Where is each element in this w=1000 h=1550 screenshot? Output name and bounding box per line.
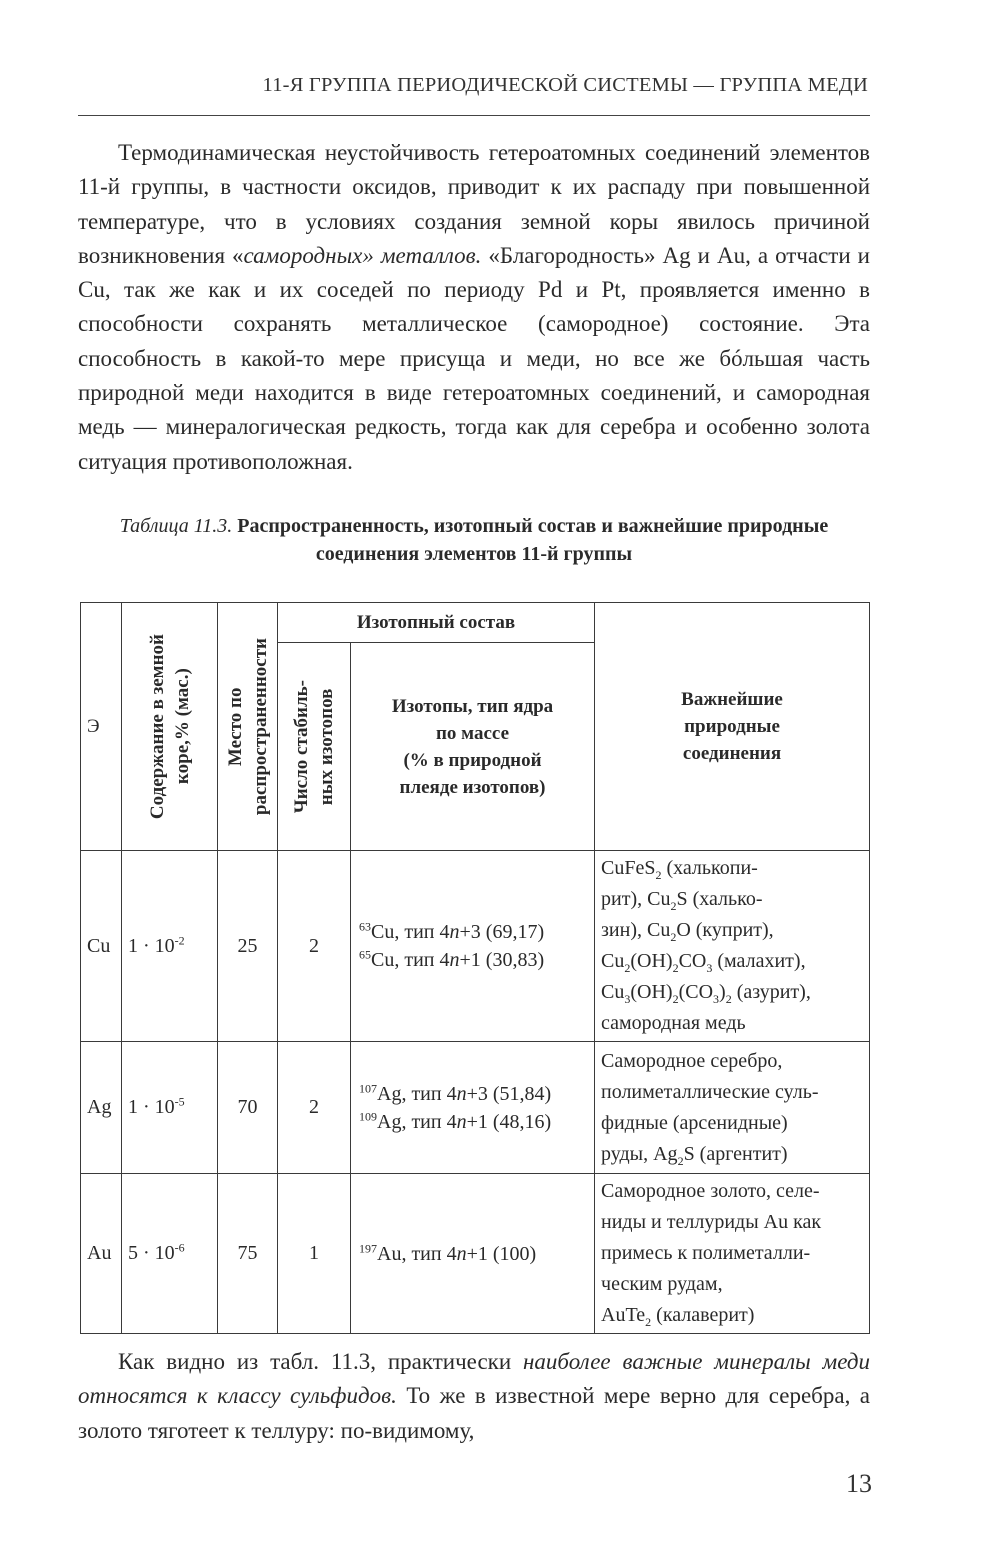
table-row — [81, 851, 870, 1042]
cell-rank: 75 — [218, 1174, 278, 1334]
header-isotopic: Изотопный состав — [278, 603, 595, 643]
header-stable-line1: Число стабиль- — [291, 679, 312, 814]
cell-element: Cu — [81, 851, 122, 1042]
cell-abundance: $1 \cdot 10^{-5}$ — [122, 1042, 218, 1174]
header-abundance — [122, 603, 218, 851]
header-rule — [78, 115, 870, 116]
outro-text-2: То же в известной мере верно для серебра, а золото тяготеет к теллуру: по-видимому, — [78, 1383, 870, 1443]
outro-text-1: Как видно из табл. 11.3, практически — [118, 1349, 524, 1374]
cell-stable: 2 — [278, 851, 351, 1042]
header-compounds-line3: соединения — [682, 743, 782, 764]
page-number: 13 — [846, 1469, 872, 1498]
cell-rank: 25 — [218, 851, 278, 1042]
cell-element: Ag — [81, 1042, 122, 1174]
cell-abundance: $1 \cdot 10^{-2}$ — [122, 851, 218, 1042]
cell-stable: 1 — [278, 1174, 351, 1334]
header-isotopes-line2: по массе — [435, 722, 510, 744]
header-rank-line1: Место по — [224, 687, 246, 766]
caption-label: Таблица 11.3. — [119, 515, 233, 537]
cell-compounds: CuFeS$_2$ (халькопи- рит), $Cu_2S$ (халько- зин), $Cu_2O$ (куприт), $Cu_2(OH)_2CO_3$ (малахит), $Cu_3(OH)_2(CO_3)_2$ (азурит), самородная медь — [595, 851, 870, 1042]
running-head: 11-Я ГРУППА ПЕРИОДИЧЕСКОЙ СИСТЕМЫ — ГРУППА МЕДИ — [262, 74, 868, 96]
header-isotopes-line4: плеяде изотопов) — [399, 776, 546, 798]
cell-isotopes: $^{197}$Au, тип 4n+1 (100) — [351, 1174, 595, 1334]
caption-title: Распространенность, изотопный состав и важнейшие природные соединения элементов 11-й группы — [237, 515, 829, 565]
intro-text-2: «Благородность» Ag и Au, а отчасти и Cu, так же как и их соседей по периоду Pd и Pt, проявляется именно в способности сохранять металлическое (самородное) состояние. Эта способность в какой-то мере присуща и меди, но все же бóльшая часть природной меди находится в виде гетероатомных соединений, и самородная медь — минералогическая редкость, тогда как для серебра и особенно золота ситуация противоположная. — [78, 242, 870, 474]
intro-italic: самородных» металлов. — [243, 242, 482, 268]
header-isotopes-line3: (% в природной — [403, 749, 542, 771]
data-table — [80, 602, 870, 1334]
intro-paragraph — [78, 136, 870, 479]
header-compounds-line2: природные — [684, 716, 780, 737]
table-caption — [78, 512, 870, 568]
header-stable — [278, 643, 351, 851]
cell-compounds: Самородное серебро, полиметаллические суль- фидные (арсенидные) руды, $Ag_2S$ (аргентит) — [595, 1042, 870, 1174]
outro-paragraph — [78, 1345, 870, 1448]
header-element: Э — [81, 603, 122, 851]
cell-element: Au — [81, 1174, 122, 1334]
header-compounds — [595, 603, 870, 851]
cell-rank: 70 — [218, 1042, 278, 1174]
header-abundance-line2: коре,% (мас.) — [171, 668, 193, 785]
outro-italic: наиболее важные минералы меди относятся к классу сульфидов. — [78, 1349, 870, 1409]
header-rank-line2: распространенности — [249, 637, 271, 816]
cell-isotopes: $^{107}$Ag, тип 4n+3 (51,84) $^{109}$Ag, тип 4n+1 (48,16) — [351, 1042, 595, 1174]
table-row — [81, 1174, 870, 1334]
cell-stable: 2 — [278, 1042, 351, 1174]
table-row — [81, 1042, 870, 1174]
intro-text-1: Термодинамическая неустойчивость гетероатомных соединений элементов 11-й группы, в частности оксидов, приводит к их распаду при повышенной температуре, что в условиях создания земной коры явилось причиной возникновения « — [78, 140, 870, 268]
header-isotopes-line1: Изотопы, тип ядра — [391, 695, 554, 717]
header-rank — [218, 603, 278, 851]
header-abundance-line1: Содержание в земной — [146, 633, 168, 820]
cell-abundance: $5 \cdot 10^{-6}$ — [122, 1174, 218, 1334]
cell-isotopes: $^{63}$Cu, тип 4n+3 (69,17) $^{65}$Cu, тип 4n+1 (30,83) — [351, 851, 595, 1042]
header-stable-line2: ных изотопов — [316, 688, 337, 805]
header-compounds-line1: Важнейшие — [681, 689, 783, 710]
header-isotopes — [351, 643, 595, 851]
cell-compounds: Самородное золото, селе- ниды и теллуриды Au как примесь к полиметалли- ческим рудам, AuTe$_2$ (калаверит) — [595, 1174, 870, 1334]
